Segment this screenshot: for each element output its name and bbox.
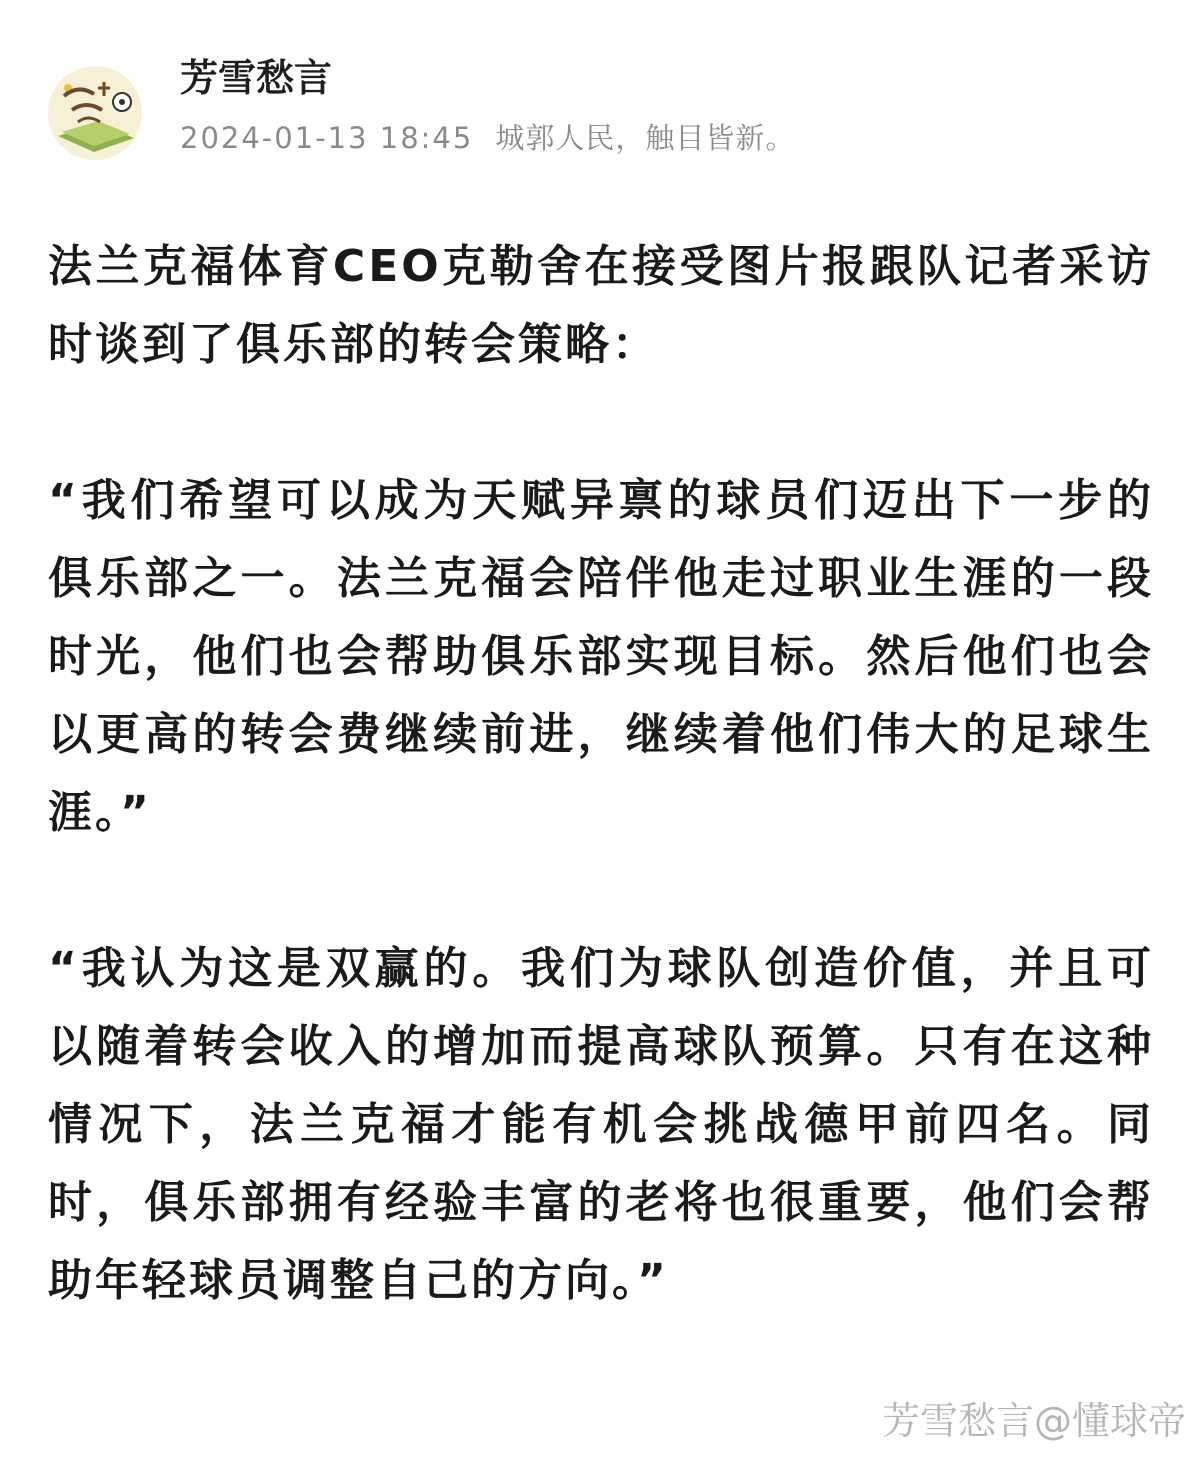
post-body xyxy=(48,228,1154,1320)
watermark: 芳雪愁言@懂球帝 xyxy=(881,1399,1186,1443)
author-name[interactable]: 芳雪愁言 xyxy=(180,56,333,100)
paragraph-spacer xyxy=(48,852,1154,930)
paragraph-quote-2: “我认为这是双赢的。我们为球队创造价值，并且可以随着转会收入的增加而提高球队预算。只有在这种情况下，法兰克福才能有机会挑战德甲前四名。同时，俱乐部拥有经验丰富的老将也很重要，他们会帮助年轻球员调整自己的方向。” xyxy=(48,943,1154,1306)
paragraph-quote-1: “我们希望可以成为天赋异禀的球员们迈出下一步的俱乐部之一。法兰克福会陪伴他走过职业生涯的一段时光，他们也会帮助俱乐部实现目标。然后他们也会以更高的转会费继续前进，继续着他们伟大的足球生涯。” xyxy=(48,475,1154,838)
avatar[interactable] xyxy=(48,66,142,160)
author-signature: 城郭人民，触目皆新。 xyxy=(495,121,796,155)
paragraph-spacer xyxy=(48,384,1154,462)
post-meta xyxy=(180,118,795,158)
paragraph-intro: 法兰克福体育CEO克勒舍在接受图片报跟队记者采访时谈到了俱乐部的转会策略： xyxy=(48,241,1154,370)
post-timestamp: 2024-01-13 18:45 xyxy=(180,121,474,155)
logo-icon xyxy=(48,66,142,160)
post-header xyxy=(48,52,1158,162)
